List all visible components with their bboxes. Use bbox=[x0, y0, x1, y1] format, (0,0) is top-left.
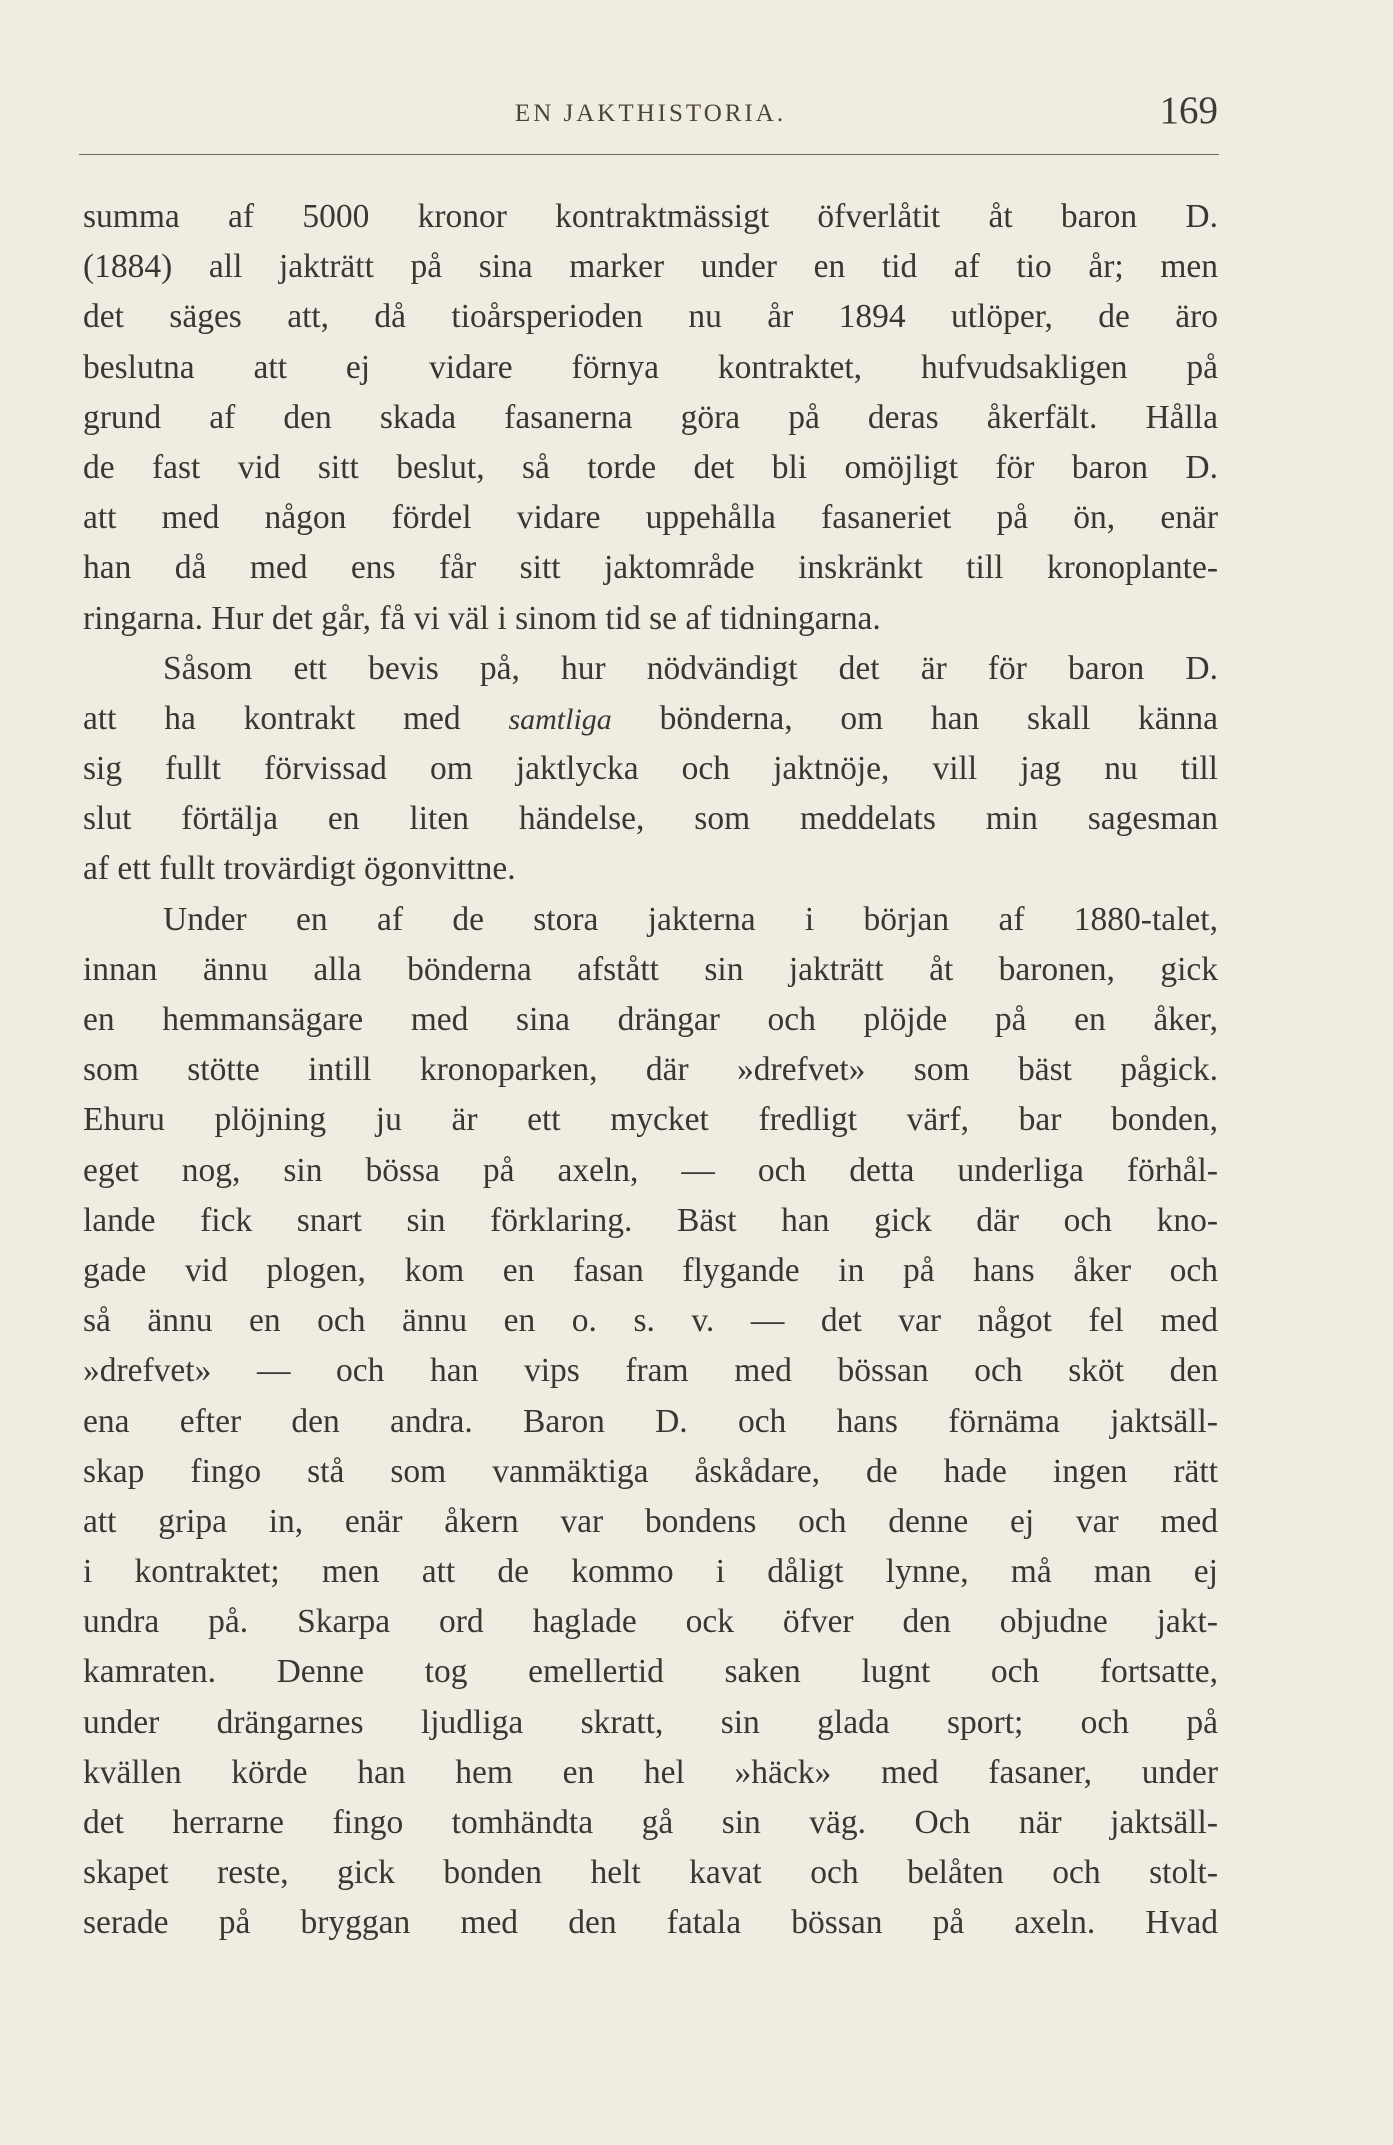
text-line: undra på. Skarpa ord haglade ock öfver den objudne jakt- bbox=[83, 1603, 1218, 1641]
page-number: 169 bbox=[1159, 89, 1218, 132]
text-line: det säges att, då tioårsperioden nu år 1894 utlöper, de äro bbox=[83, 298, 1218, 336]
text-line: så ännu en och ännu en o. s. v. — det var något fel med bbox=[83, 1302, 1218, 1340]
text-line: kamraten. Denne tog emellertid saken lugnt och fortsatte, bbox=[83, 1653, 1218, 1691]
text-line: kvällen körde han hem en hel »häck» med fasaner, under bbox=[83, 1753, 1218, 1791]
text-line: de fast vid sitt beslut, så torde det bli omöjligt för baron D. bbox=[83, 448, 1218, 486]
text-line: som stötte intill kronoparken, där »drefvet» som bäst pågick. bbox=[83, 1051, 1218, 1089]
text-line: sig fullt förvissad om jaktlycka och jaktnöje, vill jag nu till bbox=[83, 750, 1218, 788]
text-line: innan ännu alla bönderna afstått sin jakträtt åt baronen, gick bbox=[83, 950, 1218, 988]
text-line: summa af 5000 kronor kontraktmässigt öfverlåtit åt baron D. bbox=[83, 198, 1218, 235]
text-line: beslutna att ej vidare förnya kontraktet, hufvudsakligen på bbox=[83, 348, 1218, 386]
text-line: att gripa in, enär åkern var bondens och denne ej var med bbox=[83, 1502, 1218, 1540]
text-line: grund af den skada fasanerna göra på deras åkerfält. Hålla bbox=[83, 398, 1218, 436]
text-line: i kontraktet; men att de kommo i dåligt lynne, må man ej bbox=[83, 1553, 1218, 1591]
text-line: under drängarnes ljudliga skratt, sin glada sport; och på bbox=[83, 1703, 1218, 1741]
text-line: ena efter den andra. Baron D. och hans förnäma jaktsäll- bbox=[83, 1402, 1218, 1440]
text-line: en hemmansägare med sina drängar och plöjde på en åker, bbox=[83, 1001, 1218, 1038]
text-line: att med någon fördel vidare uppehålla fasaneriet på ön, enär bbox=[83, 499, 1218, 537]
text-line: »drefvet» — och han vips fram med bössan och sköt den bbox=[83, 1352, 1218, 1390]
text-line: ringarna. Hur det går, få vi väl i sinom tid se af tidningarna. bbox=[83, 599, 881, 637]
text-line: han då med ens får sitt jaktområde inskränkt till kronoplante- bbox=[83, 549, 1218, 587]
text-line: serade på bryggan med den fatala bössan på axeln. Hvad bbox=[83, 1904, 1218, 1942]
text-line: slut förtälja en liten händelse, som meddelats min sagesman bbox=[83, 800, 1218, 838]
text-line: eget nog, sin bössa på axeln, — och detta underliga förhål- bbox=[83, 1151, 1218, 1189]
text-segment: att ha kontrakt med bbox=[83, 699, 461, 737]
text-line: gade vid plogen, kom en fasan flygande in på hans åker och bbox=[83, 1251, 1218, 1289]
text-line: skapet reste, gick bonden helt kavat och belåten och stolt- bbox=[83, 1854, 1218, 1892]
text-line: af ett fullt trovärdigt ögonvittne. bbox=[83, 850, 516, 888]
text-line-mixed bbox=[83, 694, 1218, 744]
text-line: Såsom ett bevis på, hur nödvändigt det är för baron D. bbox=[163, 649, 1218, 687]
italic-word: samtliga bbox=[508, 702, 612, 736]
text-line: Ehuru plöjning ju är ett mycket fredligt värf, bar bonden, bbox=[83, 1101, 1218, 1139]
text-line: det herrarne fingo tomhändta gå sin väg. Och när jaktsäll- bbox=[83, 1804, 1218, 1841]
text-line: (1884) all jakträtt på sina marker under en tid af tio år; men bbox=[83, 248, 1218, 286]
text-line: Under en af de stora jakterna i början af 1880-talet, bbox=[163, 900, 1218, 938]
body-text bbox=[83, 192, 1218, 1949]
text-line: skap fingo stå som vanmäktiga åskådare, de hade ingen rätt bbox=[83, 1452, 1218, 1490]
text-segment: bönderna, om han skall känna bbox=[659, 699, 1219, 737]
running-head bbox=[83, 88, 1218, 138]
header-rule bbox=[79, 154, 1219, 155]
running-title: EN JAKTHISTORIA. bbox=[514, 100, 787, 127]
text-line: lande fick snart sin förklaring. Bäst han gick där och kno- bbox=[83, 1201, 1218, 1239]
